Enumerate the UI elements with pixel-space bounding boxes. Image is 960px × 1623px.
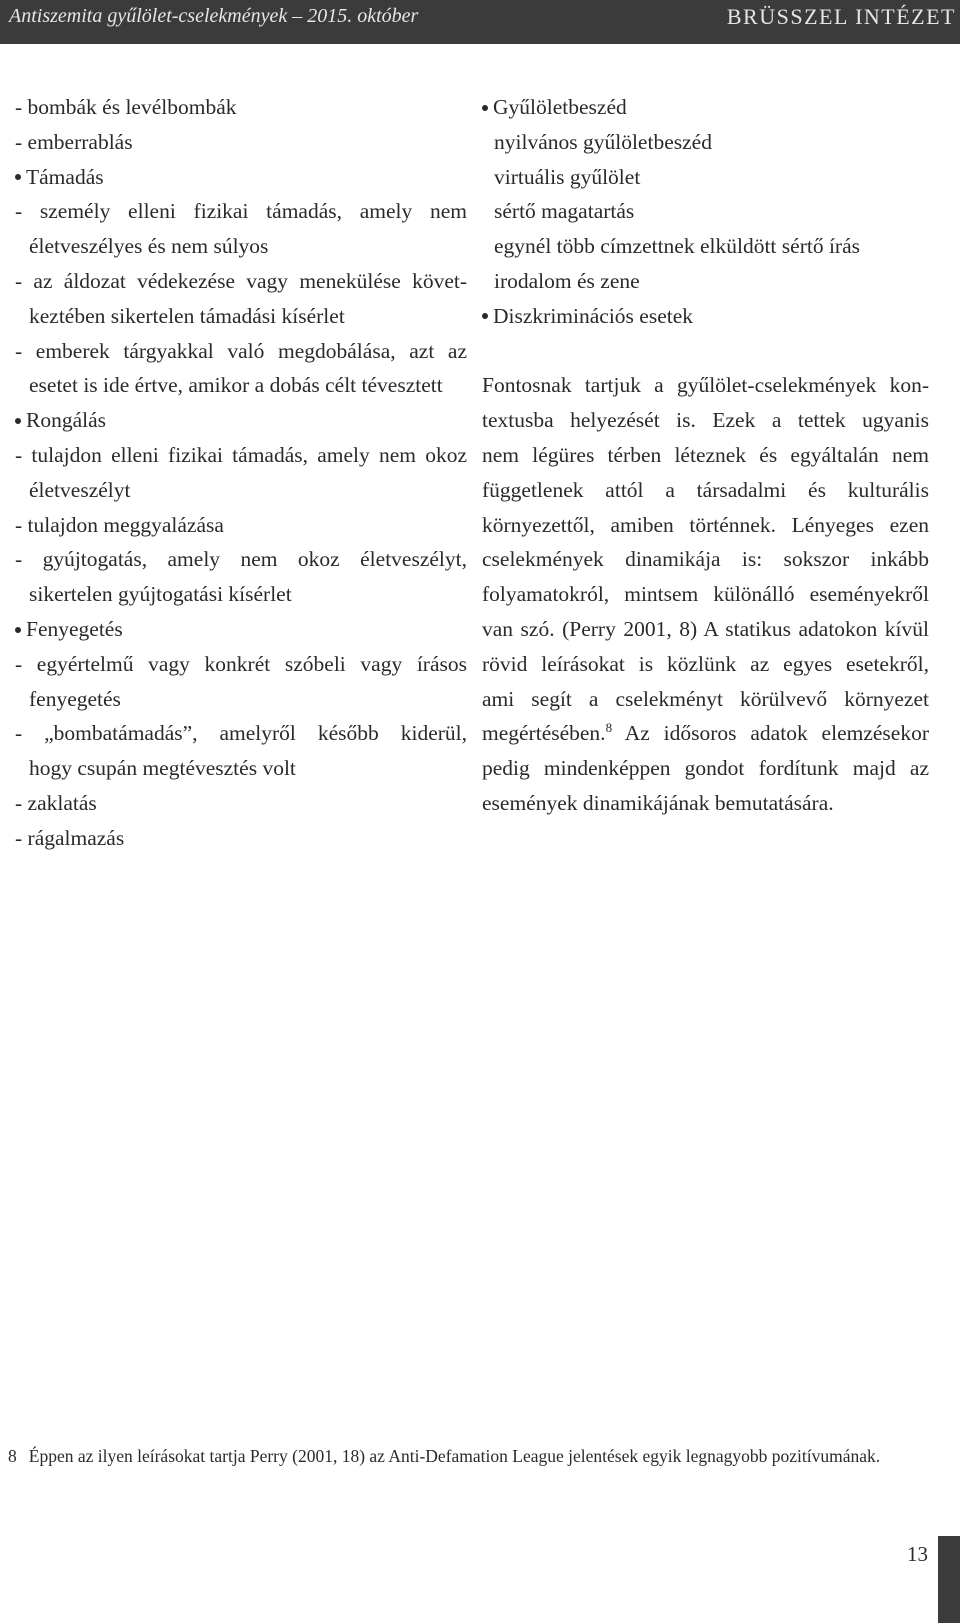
paragraph-text: megértésében. (482, 721, 606, 746)
header-publisher: BRÜSSZEL INTÉZET (726, 4, 956, 29)
body-paragraph (482, 368, 929, 820)
list-item-continuation: egynél több címzettnek elküldött sértő írás (494, 234, 860, 259)
footnote-text: Éppen az ilyen leírásokat tartja Perry (2001, 18) az Anti-Defamation League jelentések egyik legnagyobb pozitívumának. (28, 1446, 881, 1466)
list-item: - személy elleni fizikai támadás, amely nem (15, 199, 467, 224)
left-column (15, 90, 467, 856)
list-item: - bombák és levélbombák (15, 95, 237, 119)
bullet-heading (15, 612, 467, 647)
bullet-heading (482, 90, 929, 125)
paragraph-line: pedig mindenképpen gondot fordítunk majd az (482, 756, 929, 781)
footnote-number: 8 (8, 1446, 17, 1466)
paragraph-text: Az idősoros adatok elemzésekor (612, 721, 929, 746)
list-item: - emberrablás (15, 129, 133, 154)
paragraph-line (482, 716, 929, 751)
list-item-continuation: életveszélyes és nem súlyos (29, 234, 269, 259)
list-item: - „bombatámadás”, amelyről később kiderül, (15, 721, 467, 746)
paragraph-line: események dinamikájának bemutatására. (482, 790, 834, 815)
right-column (482, 90, 929, 821)
bullet-heading (15, 160, 467, 195)
paragraph-gap (482, 334, 929, 369)
paragraph-line: Fontosnak tartjuk a gyűlölet-cselekmények kon- (482, 373, 929, 398)
right-list (482, 90, 929, 334)
bullet-heading-text: Diszkriminációs esetek (493, 303, 694, 328)
list-item: - gyújtogatás, amely nem okoz életveszélyt, (15, 547, 467, 572)
list-item-continuation: hogy csupán megtévesztés volt (29, 756, 296, 781)
bullet-heading-text: Gyűlöletbeszéd (493, 95, 627, 119)
list-item: - tulajdon elleni fizikai támadás, amely nem okoz (15, 442, 467, 467)
paragraph-line: van szó. (Perry 2001, 8) A statikus adatokon kívül (482, 616, 929, 641)
list-item: - egyértelmű vagy konkrét szóbeli vagy írásos (15, 651, 467, 676)
list-item-continuation: sértő magatartás (494, 199, 635, 224)
list-item-continuation: esetet is ide értve, amikor a dobás célt tévesztett (29, 373, 443, 398)
paragraph-line: textusba helyezését is. Ezek a tettek ugyanis (482, 408, 929, 433)
paragraph-line: rövid leírásokat is közlünk az egyes esetekről, (482, 651, 929, 676)
list-item: - tulajdon meggyalázása (15, 512, 224, 537)
list-item: - zaklatás (15, 790, 97, 815)
list-item: - az áldozat védekezése vagy menekülése követ- (15, 268, 467, 293)
bullet-heading-text: Rongálás (26, 408, 107, 433)
list-item: - rágalmazás (15, 825, 125, 850)
paragraph-line: függetlenek attól a társadalmi és kulturális (482, 477, 929, 502)
list-item-continuation: keztében sikertelen támadási kísérlet (29, 303, 345, 328)
bullet-heading (15, 403, 467, 438)
list-item-continuation: nyilvános gyűlöletbeszéd (494, 129, 712, 154)
footnote (8, 1446, 880, 1467)
list-item-continuation: fenyegetés (29, 686, 121, 711)
bullet-icon (15, 627, 21, 633)
bullet-icon (482, 313, 488, 319)
header-title: Antiszemita gyűlölet-cselekmények – 2015. október (9, 5, 419, 27)
list-item-continuation: sikertelen gyújtogatási kísérlet (29, 582, 292, 607)
bullet-heading (482, 299, 929, 334)
list-item-continuation: virtuális gyűlölet (494, 164, 641, 189)
list-item-continuation: életveszélyt (29, 477, 131, 502)
bullet-icon (15, 174, 21, 180)
bullet-icon (15, 418, 21, 424)
paragraph-line: környezettől, amiben történnek. Lényeges ezen (482, 512, 929, 537)
footnote-ref: 8 (605, 720, 613, 736)
bullet-heading-text: Támadás (26, 164, 104, 189)
bullet-icon (482, 105, 488, 111)
list-item-continuation: irodalom és zene (494, 268, 640, 293)
page-number: 13 (907, 1542, 928, 1566)
page-header (0, 0, 960, 44)
bullet-heading-text: Fenyegetés (26, 616, 123, 641)
paragraph-line: nem légüres térben léteznek és egyáltalán nem (482, 442, 929, 467)
list-item: - emberek tárgyakkal való megdobálása, azt az (15, 338, 467, 363)
page-tab-marker (938, 1536, 960, 1623)
paragraph-line: folyamatokról, mintsem különálló eseményekről (482, 582, 929, 607)
paragraph-line: cselekmények dinamikája is: sokszor inkább (482, 547, 929, 572)
paragraph-line: ami segít a cselekményt körülvevő környezet (482, 686, 929, 711)
